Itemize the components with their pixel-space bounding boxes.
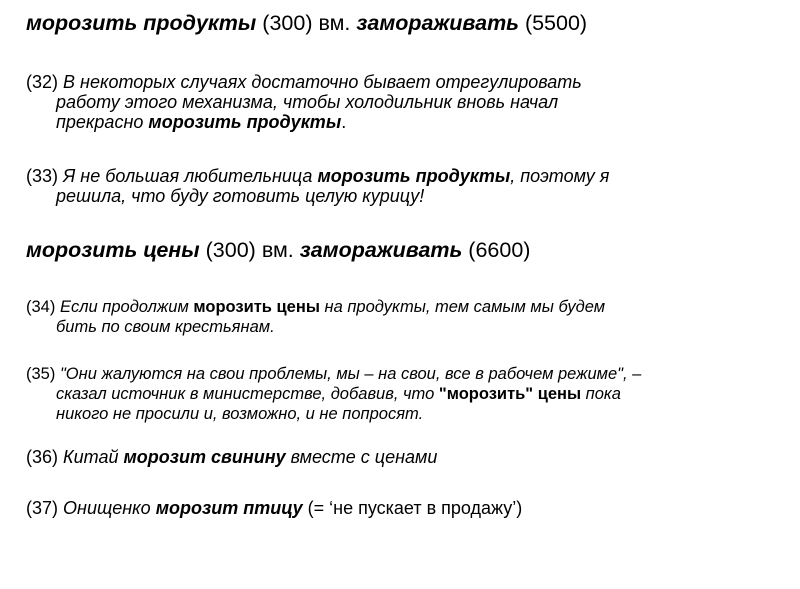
- example-text: прекрасно: [56, 112, 144, 132]
- example-number: (35): [26, 365, 56, 383]
- example-gloss: (= ‘не пускает в продажу’): [307, 498, 523, 518]
- heading-instead: вм.: [261, 238, 294, 262]
- example-key-phrase: морозит птицу: [155, 498, 303, 518]
- example-text: В некоторых случаях достаточно бывает отрегулировать: [63, 72, 582, 92]
- example-text: Если продолжим: [59, 298, 189, 316]
- example-number: (33): [26, 166, 59, 186]
- example-key-phrase: "морозить" цены: [438, 385, 582, 403]
- example-key-phrase: морозить продукты: [148, 112, 342, 132]
- example-number: (34): [26, 298, 56, 316]
- example-text: бить по своим крестьянам.: [56, 318, 275, 336]
- example-number: (32): [26, 72, 59, 92]
- example-36: [26, 447, 437, 467]
- example-text: никого не просили и, возможно, и не попросят.: [56, 405, 424, 423]
- heading-term: морозить цены: [26, 238, 200, 262]
- heading-term: морозить продукты: [26, 11, 257, 35]
- heading-alt-count: (5500): [524, 11, 588, 35]
- example-text: Онищенко: [63, 498, 151, 518]
- example-key-phrase: морозит свинину: [123, 447, 286, 467]
- example-text: Китай: [63, 447, 119, 467]
- heading-alt: замораживать: [299, 238, 463, 262]
- heading-count: (300): [262, 11, 313, 35]
- example-37: [26, 498, 522, 518]
- example-number: (37): [26, 498, 59, 518]
- heading-instead: вм.: [318, 11, 351, 35]
- example-text: пока: [585, 385, 621, 403]
- heading-alt-count: (6600): [468, 238, 531, 262]
- heading-moroz-ceny: [26, 237, 530, 263]
- example-text: Я не большая любительница: [63, 166, 313, 186]
- heading-count: (300): [205, 238, 256, 262]
- example-32: [26, 72, 582, 132]
- example-33: [26, 166, 609, 206]
- example-key-phrase: морозить цены: [193, 298, 320, 316]
- example-text: на продукты, тем самым мы будем: [324, 298, 606, 316]
- example-text: .: [341, 112, 347, 132]
- example-text: , поэтому я: [510, 166, 610, 186]
- example-text: сказал источник в министерстве, добавив, что: [56, 385, 435, 403]
- example-35: [26, 364, 641, 424]
- example-number: (36): [26, 447, 59, 467]
- example-text: решила, что буду готовить целую курицу!: [56, 186, 425, 206]
- example-text: вместе с ценами: [290, 447, 438, 467]
- example-key-phrase: морозить продукты: [317, 166, 511, 186]
- example-34: [26, 297, 605, 337]
- heading-alt: замораживать: [356, 11, 519, 35]
- heading-moroz-produkty: [26, 10, 587, 36]
- example-text: "Они жалуются на свои проблемы, мы – на свои, все в рабочем режиме", –: [59, 365, 642, 383]
- example-text: работу этого механизма, чтобы холодильник вновь начал: [56, 92, 559, 112]
